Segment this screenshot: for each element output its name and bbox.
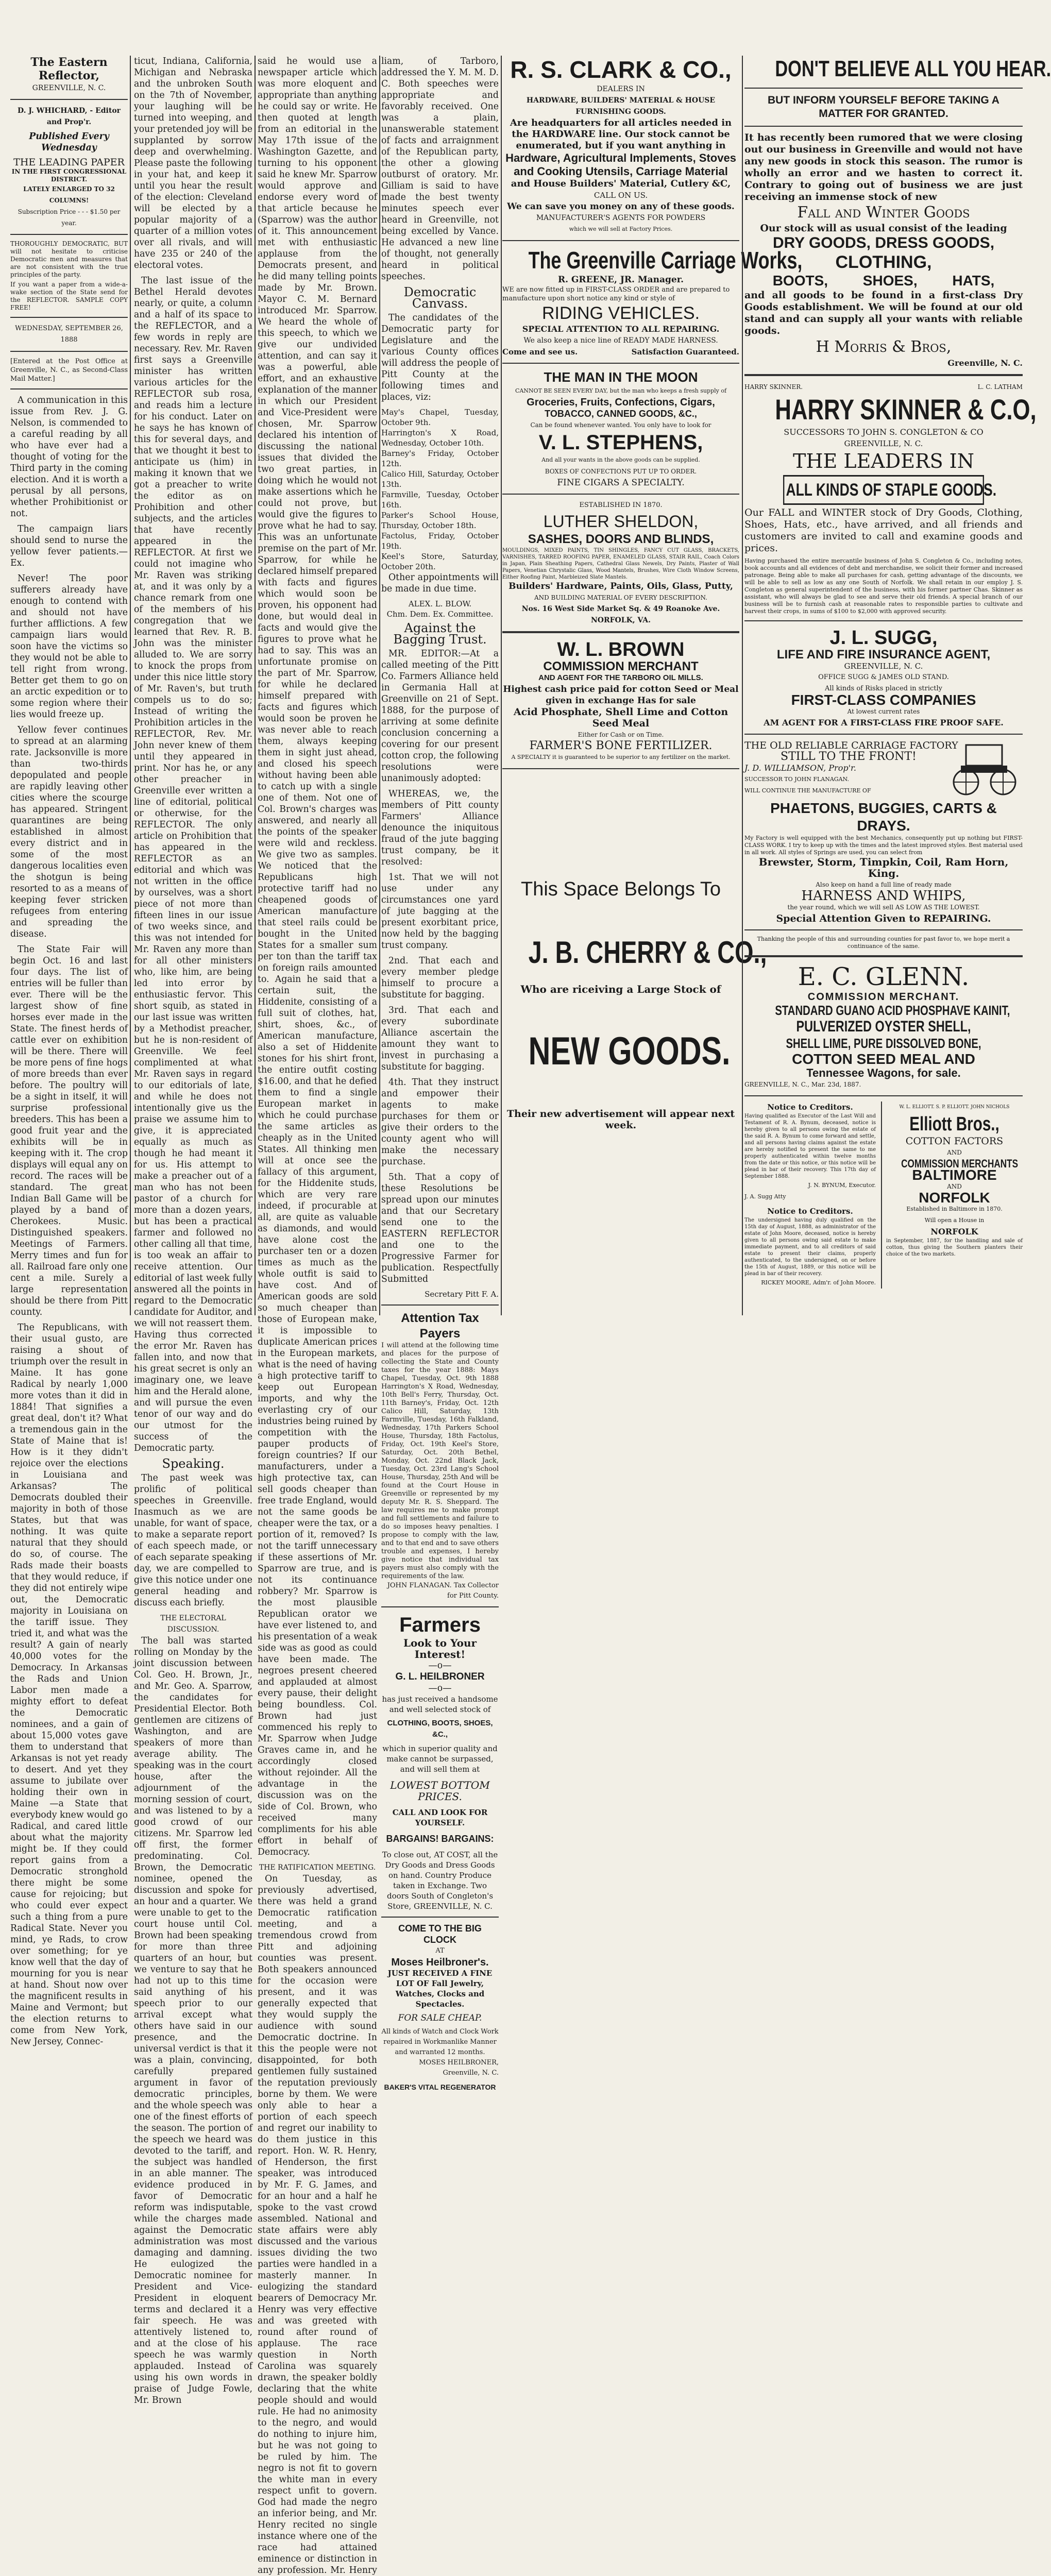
sugg-safe: AM AGENT FOR A FIRST-CLASS FIRE PROOF SAFE. [764, 718, 1004, 727]
elliott-text: in September, 1887, for the handling and sale of cotton, thus giving the Southern planters their choice of the two markets. [886, 1238, 1023, 1257]
fall-goods: Fall and Winter Goods [797, 204, 970, 222]
whips: HARNESS AND WHIPS, [801, 888, 966, 904]
tax-ad-signature: JOHN FLANAGAN. Tax Collector for Pitt County. [387, 1582, 499, 1600]
masthead-editor: D. J. WHICHARD, - Editor and Prop'r. [17, 107, 121, 126]
believe-title: DON'T BELIEVE ALL YOU HEAR. [775, 56, 1051, 81]
elliott-and: AND [947, 1149, 962, 1156]
clark-text: and House Builders' Material, Cutlery &C, [511, 178, 731, 189]
glenn-commission: COMMISSION MERCHANT. [807, 991, 960, 1003]
sheldon-building: AND BUILDING MATERIAL OF EVERY DESCRIPTION. [534, 594, 708, 601]
sugg-agent: LIFE AND FIRE INSURANCE AGENT, [776, 648, 991, 662]
farmers-subheading: Look to Your Interest! [403, 1637, 477, 1660]
notice-signature: J. N. BYNUM, Executor. [808, 1182, 876, 1189]
elliott-name: Elliott Bros., [909, 1113, 999, 1135]
cherry-next-week: Their new advertisement will appear next week. [506, 1108, 735, 1131]
moon-text: CANNOT BE SEEN EVERY DAY, but the man who keeps a fresh supply of [515, 387, 727, 394]
brown-agent: AND AGENT FOR THE TARBORO OIL MILLS. [538, 673, 703, 682]
regenerator-ad: BAKER'S VITAL REGENERATOR [384, 2083, 496, 2091]
stephens-cigars: FINE CIGARS A SPECIALTY. [557, 478, 685, 488]
tax-ad-title: Attention Tax Payers [401, 1311, 479, 1341]
morris-place: Greenville, N. C. [947, 358, 1023, 368]
clock-ad [381, 1923, 499, 2093]
signature-title: Chm. Dem. Ex. Committee. [386, 609, 494, 619]
sheldon-builders: Builders' Hardware, Paints, Oils, Glass, Putty, [508, 581, 733, 591]
clock-at: AT [435, 1947, 445, 1955]
carriage-footer [502, 346, 739, 358]
elliott-established: Established in Baltimore in 1870. [906, 1206, 1003, 1212]
usual-text: Our stock will as usual consist of the leading [760, 223, 1007, 234]
article-paragraph: ticut, Indiana, California, Michigan and Nebraska and the unbroken South on the 7th of November, your laughing will be turned into weeping, and your pretended joy will be supplanted by sorrow deep and overwhelming. Please paste the following in your hat, and keep it until you hear the result of the election: Cleveland will be elected by a popular majority of a quarter of a million votes over all rivals, and will have 235 or 240 of the electoral votes. [134, 56, 252, 270]
clark-call: CALL ON US. [594, 191, 648, 200]
sugg-ad [744, 626, 1023, 728]
clock-signature: MOSES HEILBRONER, Greenville, N. C. [419, 2059, 499, 2077]
rest-text: and all goods to be found in a first-class Dry Goods establishment. We will be found at our old stand and can supply all your wants with reliable goods. [744, 290, 1023, 336]
article-paragraph: The campaign liars should send to nurse the yellow fever patients.—Ex. [10, 524, 128, 568]
article-paragraph: Never! The poor sufferers already have enough to contend with and should not have further afflictions. A few campaign liars would soon have the victims so they would not be able to tell right from wrong. Better get them to go on an arctic expedition or to some region where their lies would freeze up. [10, 573, 128, 720]
column-2 [134, 56, 253, 2405]
heilbroner-goods: CLOTHING, BOOTS, SHOES, &C., [387, 1719, 493, 1739]
morris-name: H Morris & Bros, [816, 338, 952, 356]
clark-products: Hardware, Agricultural Implements, Stoves and Cooking Utensils, Carriage Material [505, 151, 736, 178]
section-heading: Against the Bagging Trust. [393, 621, 487, 647]
phaetons: PHAETONS, BUGGIES, CARTS & DRAYS. [770, 800, 997, 834]
brown-bone-text: A SPECIALTY it is guaranteed to be superior to any fertilizer on the market. [511, 754, 731, 760]
elliott-commission: COMMISSION MERCHANTS [901, 1157, 1019, 1170]
article-paragraph: The ball was started rolling on Monday by the joint discussion between Col. Geo. H. Brown, Jr., and Mr. Geo. A. Sparrow, the candidates for Presidential Elector. Both gentlemen are citizens of Washington, and are speakers of more than average ability. The speaking was in the court house, after the adjournment of the morning session of court, and was listened to by a good crowd of our citizens. Mr. Sparrow led off first, the former predominating. Col. Brown, the Democratic nominee, opened the discussion and spoke for an hour and a quarter. We were unable to get to the court house until Col. Brown had been speaking for more than three quarters of an hour, but we venture to say that he had not up to this time said anything of his speech prior to our arrival except what others have said in our presence, and the universal verdict is that it was a plain, convincing, carefully prepared argument in favor of democratic principles, and the whole speech was one of the finest efforts of the season. The portion of the speech we heard was devoted to the tariff, and the subject was handled in an able manner. The evidence produced in favor of Democratic reform was indisputable, while the charges made against the Democratic administration was most damaging and damning. He eulogized the Democratic nominee for President and Vice-President in eloquent terms and declared it a fair speech. He was attentively listened to, and at the close of his speech he was warmly applauded. Instead of using his own words in praise of Judge Fowle, Mr. Brown [134, 1636, 253, 2405]
glenn-line: COTTON SEED MEAL AND [792, 1051, 975, 1067]
cherry-receiving: Who are riceiving a Large Stock of [520, 983, 721, 995]
dry-goods: DRY GOODS, DRESS GOODS, [772, 234, 995, 251]
article-paragraph: The last issue of the Bethel Herald devotes nearly, or quite, a column and a half of its space to the REFLECTOR, and a few words in reply are necessary. Rev. Mr. Raven first says a Greenville minister has written various articles for the REFLECTOR sub rosa, and reads him a lecture for his conduct. Later on he says he has known of this for several days, and that we thought it best to anticipate us (him) in making it known that we got a preacher to write the editor as on Prohibition and other subjects, and the articles that have recently appeared in the REFLECTOR. At first we could not imagine who Mr. Raven was striking at, and it was only by a chance remark from one of the members of his congregation that we learned that Rev. R. B. John was the minister alluded to. We are sorry to knock the props from under this nice little story of Mr. Raven's, but truth compels us to do so; Instead of writing the Prohibition articles in the REFLECTOR, Rev. Mr. John never knew of them until they appeared in print. Nor has he, or any other preacher in Greenville ever written a line of editorial, political or otherwise, for the REFLECTOR. The only article on Prohibition that has appeared in the REFLECTOR as an editorial and which was not written in the office by ourselves, was a short piece of not more than fifteen lines in our issue of two weeks since, and this was not intended for Mr. Raven any more than for all other ministers who, like him, are being led into error by enthusiastic fervor. This short squib, as stated in our last issue was written by a Methodist preacher, but he is non-resident of Greenville. We feel complimented at what Mr. Raven says in regard to our editorials of late, and while he does not intentionally give us the praise we assume him to give, it is appreciated equally as much as though he had meant it for us. His attempt to make a preacher out of a man who has not been pastor of a church for more than a dozen years, but has been a practical farmer and followed no other calling all that time, is too weak an affair to receive attention. Our editorial of last week fully answered all the points in regard to the Democratic candidate for Auditor, and we will not reassert them. Having thus corrected the error Mr. Raven has fallen into, and now that his great secret is only an imaginary one, we leave him and the Herald alone, and will pursue the even tenor of our way and do our utmost for the success of the Democratic party. [134, 276, 252, 1453]
masthead-enlarged: LATELY ENLARGED TO 32 COLUMNS! [23, 185, 115, 204]
skinner-text: Having purchased the entire mercantile business of John S. Congleton & Co., including notes, book accounts and all evidences of debt and merchandise, we solicit their former and increased patronage. Being able to make all purchases for cash, getting advantage of the discounts, we will be able to sell as low as any one South of Norfolk. We shall retain in our employ J. S. Congleton as general superintendent of the business, with his former partner Chas. Skinner as assistant, who will always be glad to see and serve their old friends. A special branch of our business will be to furnish cash at reasonable rates to responsible parties to cultivate and harvest their crops, in sums of $100 to $2,000 with approved security. [744, 557, 1023, 615]
springs: Brewster, Storm, Timpkin, Coil, Ram Horn, King. [758, 856, 1009, 879]
sheldon-sashes: SASHES, DOORS AND BLINDS, [528, 532, 714, 546]
notice-heading: Notice to Creditors. [767, 1207, 853, 1216]
cherry-new-goods: NEW GOODS. [528, 1029, 731, 1073]
clark-line: HARDWARE, BUILDERS' MATERIAL & HOUSE FURNISHING GOODS. [526, 96, 716, 116]
come-text: Come and see us. [502, 347, 578, 357]
article-paragraph: WHEREAS, we, the members of Pitt county Farmers' Alliance denounce the iniquitous fraud of the jute bagging trust company, be it resolved: [381, 789, 499, 867]
elliott-ad [881, 1101, 1023, 1289]
masthead [10, 56, 128, 389]
notice-heading: Notice to Creditors. [767, 1103, 853, 1112]
heilbroner-call: CALL AND LOOK FOR YOURSELF. [392, 1808, 488, 1827]
clothing: CLOTHING, [835, 252, 932, 272]
skinner-name: HARRY SKINNER & C.O, [775, 393, 1037, 426]
resolution: 3rd. That each and every subordinate Alliance ascertain the amount they want to invest in purchasing a substitute for bagging. [381, 1005, 499, 1072]
clark-ad [502, 56, 739, 235]
stephens-ad [502, 369, 739, 488]
divider: —o— [428, 1683, 452, 1693]
sugg-name: J. L. SUGG, [829, 627, 938, 649]
masthead-published: Published Every Wednesday [29, 131, 109, 153]
reliable-title: THE OLD RELIABLE CARRIAGE FACTORY [744, 740, 958, 751]
clark-title: R. S. CLARK & CO., [510, 56, 732, 83]
masthead-title: The Eastern Reflector, [30, 56, 108, 82]
glenn-line: STANDARD GUANO ACID PHOSPHAVE KAINIT, [775, 1003, 1010, 1018]
carriage-manager: R. GREENE, JR. Manager. [557, 275, 684, 285]
buggy-icon [945, 740, 1023, 796]
clark-powder: MANUFACTURER'S AGENTS FOR POWDERS [536, 214, 706, 222]
clock-sale: FOR SALE CHEAP. [398, 2013, 482, 2023]
sheldon-address: Nos. 16 West Side Market Sq. & 49 Roanoke Ave. [521, 605, 720, 613]
signature: Secretary Pitt F. A. [425, 1290, 499, 1299]
article-paragraph: A communication in this issue from Rev. J. G. Nelson, is commended to a careful reading by all who have ever had a thought of voting for the Third party in the coming election. And it is worth a perusal by all persons, whether Prohibitionist or not. [10, 395, 128, 519]
canvass-date: Parker's School House, Thursday, October 18th. [381, 511, 499, 530]
williamson-name: J. D. WILLIAMSON, Prop'r. [744, 763, 856, 773]
tobacco: TOBACCO, CANNED GOODS, &C., [545, 409, 697, 419]
heilbroner-text: which in superior quality and make cannot be surpassed, and will sell them at [382, 1744, 498, 1774]
masthead-place: GREENVILLE, N. C. [32, 84, 106, 92]
stephens-text: And all your wants in the above goods can be supplied. [541, 456, 700, 463]
column-4 [381, 56, 499, 2091]
column-rule [742, 56, 743, 1315]
elliott-baltimore: BALTIMORE [912, 1167, 997, 1183]
masthead-district: IN THE FIRST CONGRESSIONAL DISTRICT. [11, 168, 127, 183]
skinner-text: Our FALL and WINTER stock of Dry Goods, Clothing, Shoes, Hats, etc., have arrived, and all friends and customers are invited to call and examine goods and prices. [744, 507, 1023, 554]
brown-either: Either for Cash or on Time. [578, 731, 664, 738]
carriage-text: WE are now fitted up in FIRST-CLASS ORDER and are prepared to manufacture upon short notice any kind or style of [502, 286, 730, 302]
article-paragraph: Yellow fever continues to spread at an alarming rate. Jacksonville is more than two-thirds depopulated and people are rapidly leaving other cities where the scourge has appeared. Stringent quarantines are being established in almost every district and in some of the most dangerous localities even the shotgun is being resorted to as a means of keeping fever stricken refugees from entering and spreading the disease. [10, 725, 128, 939]
resolution: 4th. That they instruct and empower their agents to make purchases for them or give their orders to the county agent who will make the necessary purchase. [381, 1077, 499, 1167]
notice-attorney: J. A. Sugg Atty [744, 1193, 786, 1200]
skinner-ad [744, 381, 1037, 615]
found-text: Can be found whenever wanted. You only have to look for [530, 421, 711, 429]
signature: ALEX. L. BLOW. [408, 599, 472, 608]
brown-highest: Highest cash price paid for cotton Seed or Meal given in exchange Has for sale [503, 684, 739, 706]
clock-heading: COME TO THE BIG CLOCK [398, 1923, 482, 1945]
sugg-office: OFFICE SUGG & JAMES OLD STAND. [818, 673, 949, 681]
moon-title: THE MAN IN THE MOON [544, 369, 698, 385]
notice-signature: RICKEY MOORE, Adm'r. of John Moore. [761, 1279, 876, 1286]
article-paragraph: liam, of Tarboro, addressed the Y. M. M. D. C. Both speeches were appropriate and favorably received. One was a plain, unanswerable statement of facts and arraignment of the Republican party, the other a glowing outburst of oratory. Mr. Gilliam is said to have made the best twenty minutes speech ever heard in Greenville, not being excelled by Vance. He advanced a new line of thought, not generally heard in political speeches. [381, 56, 499, 282]
rumor-text: It has recently been rumored that we were closing out our business in Greenville and would not have any new goods in stock this season. The rumor is wholly an error and we hasten to correct it. Contrary to going out of business we are just receiving an immense stock of new [744, 132, 1023, 202]
sheldon-name: LUTHER SHELDON, [543, 512, 699, 531]
resolution: 5th. That a copy of these Resolutions be spread upon our minutes and that our Secretary send one to the EASTERN REFLECTOR and one to the Progressive Farmer for publication. Respectfully Submitted [381, 1172, 499, 1284]
skinner-successors: SUCCESSORS TO JOHN S. CONGLETON & CO [784, 427, 984, 437]
stephens-name: V. L. STEPHENS, [538, 431, 703, 454]
masthead-entered: [Entered at the Post Office at Greenville, N. C., as Second-Class Mail Matter.] [10, 358, 128, 383]
brown-bone: FARMER'S BONE FERTILIZER. [529, 739, 713, 752]
cherry-space: This Space Belongs To [521, 878, 721, 900]
article-paragraph: Other appointments will be made in due time. [381, 572, 499, 594]
column-rule [501, 56, 502, 1315]
brown-ad [502, 638, 739, 763]
sheldon-products: MOULDINGS, MIXED PAINTS, TIN SHINGLES, FANCY CUT GLASS, BRACKETS, VARNISHES, TARRED ROOFING PAPER, ENAMELED GLASS, STAIR RAIL, Coach Colors in Japan, Plain Sheathing Papers, Cathedral Glass Newels, Dry Paints, Plaster of Wall Papers, Venetian Chrystalic Glass, Wood Mantels, Brushes, Wire Cloth Window Screens, Either Roofing Paint, Marbleized Slate Mantels. [502, 548, 739, 580]
canvass-dates [381, 407, 499, 572]
repairs: Special Attention Given to REPAIRING. [776, 913, 991, 924]
article-paragraph: On Tuesday, as previously advertised, there was held a grand Democratic ratification meeting, and a tremendous crowd from Pitt and adjoining counties was present. Both speakers announced for the occasion were present, and it was generally expected that they would supply the audience with sound Democratic doctrine. In this the people were not disappointed, for both gentlemen fully sustained the reputation previously borne by them. We were only able to hear a portion of each speech and regret our inability to do them justice in this report. Hon. W. R. Henry, of Henderson, the first speaker, was introduced by Mr. F. G. James, and for an hour and a half he spoke to the vast crowd assembled. National and state affairs were ably discussed and the various issues dividing the two parties were handled in a masterly manner. In eulogizing the standard bearers of Democracy Mr. Henry was very effective and was greeted with round after round of applause. The race question in North Carolina was squarely drawn, the speaker boldly declaring that the white people should and would rule. He had no animosity to the negro, and would do nothing to injure him, but he was not going to be ruled by him. The negro is not fit to govern the white man in every respect unfit to govern. God had made the negro an inferior being, and Mr. Henry recited no single instance where one of the race had attained eminence or distinction in any profession. Mr. Henry [258, 1874, 377, 2575]
masthead-leading: THE LEADING PAPER [13, 157, 125, 168]
article-paragraph: The Republicans, with their usual gusto, are raising a shout of triumph over the result in Maine. It has gone Radical by nearly 1,000 more votes than it did in 1884! That signifies a great deal, don't it? What a tremendous gain in the State of Maine that is! How is it they didn't rejoice over the elections in Louisiana and Arkansas? The Democrats doubled their majority in both of those States, but that was nothing. It was quite natural that they should do so, of course. The Rads made their boasts that they would reduce, if they did not entirely wipe out, the Democratic majority in Louisiana on the tariff issue. They tried it, and what was the result? A gain of nearly 40,000 votes for the Democracy. In Arkansas the Rads and Union Labor men made a mighty effort to defeat the Democratic nominees, and a gain of about 15,000 votes gave them to understand that Arkansas is not yet ready to desert. And yet they assume to jubilate over holding their own in Maine —a State that everybody knew would go Radical, and cared little about what the majority might be. If they could report gains from a Democratic stronghold there might be some cause for rejoicing; but who could ever expect such a thing from a pure Radical State. Never you mind, ye Rads, to crow over something; for ye know well that the day of mourning for you is near at hand. Shout now over the magnificent results in Maine and Vermont; but the election returns to come from New York, New Jersey, Connec- [10, 1323, 128, 2047]
resolution: 1st. That we will not use under any circumstances one yard of jute bagging at the present exorbitant price, now held by the bagging trust company. [381, 872, 499, 951]
elliott-and: AND [947, 1183, 962, 1190]
sheldon-established: ESTABLISHED IN 1870. [579, 501, 663, 509]
article-paragraph: The past week was prolific of political speeches in Greenville. Inasmuch as we are unable, for want of space, to make a separate report of each speech made, or of each separate speaking day, we are compelled to give this notice under one general heading and discuss each briefly. [134, 1473, 252, 1608]
article-paragraph: said he would use a newspaper article which was more eloquent and appropriate than anything he could say or write. He then quoted at length from an editorial in the May 17th issue of the Washington Gazette, and turning to his opponent said he knew Mr. Sparrow would approve and endorse every word of that article because he (Sparrow) was the author of it. This announcement met with enthusiastic applause from the Democrats present, and he did many telling points made by Mr. Brown. Mayor C. M. Bernard introduced Mr. Sparrow. We heard the whole of this speech, to which we give our undivided attention, and can say it was a powerful, able effort, and an exhaustive explanation of the manner in which our President and Vice-President were chosen, Mr. Sparrow declared his intention of discussing the national issues that divided the two great parties, in doing which he would not make assertions which he could not prove, but would give the figures to prove what he had to say. This was an unfortunate premise on the part of Mr. Sparrow, for while he declared himself prepared with facts and figures which would soon be proven, his opponent had done, but would deal in facts and would give the figures to prove what he had to say. This was an unfortunate promise on the part of Mr. Sparrow, for while he declared himself prepared with facts and figures which would soon be proven he was never able to reach them, always keeping them in sight just ahead, and closed his speech without having been able to catch up with a single one of them. Not one of Col. Brown's charges was answered, and nearly all the points of the speaker were wild and reckless. We give two as samples. We noticed that the Republicans high protective tariff had no cheapened goods of American manufacture that steel rails could be bought in the United States for a smaller sum per ton than the tariff tax on foreign rails amounted to. Again he said that a certain suit, the Hiddenite, consisting of a full suit of clothes, hat, shirt, shoes, &c., of American manufacture, also a set of Hiddenite stones for his shirt front, the entire outfit costing $16.00, and that he defied them to find a single European market in which he could purchase the same articles as cheaply as in the United States. All thinking men will at once see the fallacy of this argument, for the Hiddenite studs, which are very rare indeed, if procurable at all, are quite as valuable as diamonds, and would have alone cost the purchaser ten or a dozen times as much as the whole outfit is said to have cost. And of American goods are sold so much cheaper than those of European make, it is impossible to duplicate American prices in the European markets, what is the need of having a high protective tariff to keep out European imports, and why the everlasting cry of our industries being ruined by competition with the pauper products of foreign countries? If our manufacturers, under a high protective tax, can sell goods cheaper than free trade England, would not the same goods be cheaper were the tax, or a portion of it, removed? Is not the tariff unnecessary if these assertions of Mr. Sparrow are true, and is not its continuance robbery? Mr. Sparrow is the most plausible Republican orator we have ever listened to, and his presentation of a weak side was as good as could have been made. The negroes present cheered and applauded at almost every pause, their delight being boundless. Col. Brown had just commenced his reply to Mr. Sparrow when Judge Graves came in, and he accordingly closed without rejoinder. All the advantage in the discussion was on the side of Col. Brown, who received many compliments for his able effort in behalf of Democracy. [258, 56, 377, 1857]
glenn-date: GREENVILLE, N. C., Mar. 23d, 1887. [744, 1081, 861, 1088]
subheading: THE RATIFICATION MEETING. [259, 1863, 376, 1872]
section-heading: Democratic Canvass. [403, 285, 477, 311]
sugg-risks: All kinds of Risks placed in strictly [824, 685, 943, 692]
sheldon-norfolk: NORFOLK, VA. [590, 616, 651, 624]
masthead-democratic: THOROUGHLY DEMOCRATIC, BUT will not hesitate to criticise Democratic men and measures that are not consistent with the true principles of the party. [10, 240, 128, 278]
farmers-heading: Farmers [399, 1614, 481, 1636]
canvass-date: Calico Hill, Saturday, October 13th. [381, 469, 499, 489]
canvass-date: Harrington's X Road, Wednesday, October 10th. [381, 428, 499, 448]
bottom-ads [744, 1101, 1023, 1289]
glenn-line: PULVERIZED OYSTER SHELL, [796, 1018, 971, 1035]
williamson-continue: WILL CONTINUE THE MANUFACTURE OF [744, 787, 871, 794]
masthead-want: If you want a paper from a wide-a-wake section of the State send for the REFLECTOR. SAMPLE COPY FREE! [10, 281, 128, 311]
heilbroner-ad [381, 1613, 499, 1911]
column-rule [379, 56, 380, 1315]
still-front: STILL TO THE FRONT! [781, 750, 917, 763]
skinner-leaders: THE LEADERS IN [793, 450, 974, 472]
williamson-ad [744, 740, 1023, 950]
sheldon-ad [502, 500, 739, 626]
article-paragraph: The candidates of the Democratic party for Legislature and the various County offices will address the people of Pitt County at the following times and places, viz: [381, 313, 499, 402]
sugg-place: GREENVILLE, N. C. [844, 662, 923, 671]
divider: —o— [428, 1660, 452, 1671]
riding-vehicles: RIDING VEHICLES. [541, 303, 700, 323]
article-paragraph: MR. EDITOR:—At a called meeting of the Pitt Co. Farmers Alliance held in Germania Hall at Greenville on 21 of Sept. 1888, for the purpose of arriving at some definite conclusion concerning a covering for our present cotton crop, the following resolutions were unanimously adopted: [381, 649, 499, 784]
elliott-open: Will open a House in [924, 1217, 985, 1224]
sugg-rates: At lowest current rates [847, 708, 920, 715]
elliott-norfolk: NORFOLK [930, 1227, 978, 1236]
clock-text: JUST RECEIVED A FINE LOT OF Fall Jewelry, Watches, Clocks and Spectacles. [387, 1969, 493, 2009]
bargains-heading: BARGAINS! BARGAINS: [386, 1834, 494, 1844]
skinner-partner: HARRY SKINNER. [744, 383, 803, 391]
column-6 [744, 56, 1051, 1315]
column-rule [255, 56, 256, 1315]
tax-ad-body: I will attend at the following time and places for the purpose of collecting the State and County taxes for the year 1888: Mays Chapel, Tuesday, Oct. 9th 1888 Harrington's X Road, Wednesday, 10th Bell's Ferry, Thursday, Oct. 11th Barney's, Friday, Oct. 12th Calico Hill, Saturday, 13th Farmville, Tuesday, 16th Falkland, Wednesday, 17th Parkers School House, Thursday, 18th Factolus, Friday, Oct. 19th Keel's Store, Saturday, Oct. 20th Bethel, Monday, Oct. 22nd Black Jack, Tuesday, Oct. 23rd Lang's School House, Thursday, 25th And will be found at the Court House in Greenville or represented by my deputy Mr. R. S. Sheppard. The law requires me to make prompt and full settlements and failure to do so imposes heavy penalties. I propose to comply with the law, and to that end and to save others trouble and expenses, I hereby give notice that individual tax payers must also comply with the requirements of the law. [381, 1342, 499, 1580]
masthead-price: Subscription Price - - - $1.50 per year. [18, 208, 121, 227]
elliott-cotton: COTTON FACTORS [905, 1136, 1004, 1147]
keep-text: Also keep on hand a full line of ready made [816, 881, 952, 888]
glenn-line: Tennessee Wagons, for sale. [806, 1066, 961, 1079]
skinner-place: GREENVILLE, N. C. [844, 439, 923, 448]
brown-name: W. L. BROWN [557, 639, 685, 660]
canvass-date: Keel's Store, Saturday, October 20th. [381, 552, 499, 571]
issue-date: WEDNESDAY, SEPTEMBER 26, 1888 [15, 325, 123, 344]
canvass-date: Barney's Friday, October 12th. [381, 449, 499, 468]
heilbroner-name: G. L. HEILBRONER [395, 1671, 485, 1682]
notice-text: The undersigned having duly qualified on the 15th day of August, 1888, as administrator of the estate of John Moore, deceased, notice is hereby given to all persons owing said estate to make immediate payment, and to all creditors of said estate to present their claims, properly authenticated, to the undersigned, on or before the 15th of August, 1889, or this notice will be plead in bar of their recovery. [744, 1217, 876, 1277]
clock-name: Moses Heilbroner's. [391, 1957, 489, 1968]
creditor-notices [744, 1101, 876, 1289]
inform-text: BUT INFORM YOURSELF BEFORE TAKING A MATTER FOR GRANTED. [768, 94, 999, 120]
repairing: SPECIAL ATTENTION TO ALL REPAIRING. [522, 324, 720, 334]
heilbroner-prices: LOWEST BOTTOM PRICES. [390, 1779, 490, 1803]
subheading: THE ELECTORAL DISCUSSION. [160, 1614, 226, 1634]
brown-commission: COMMISSION MERCHANT [543, 659, 699, 673]
elliott-norfolk: NORFOLK [919, 1190, 990, 1206]
skinner-partners [744, 381, 1023, 393]
sugg-first-class: FIRST-CLASS COMPANIES [791, 692, 976, 708]
carriage-title: The Greenville Carriage Works, [528, 247, 803, 274]
canvass-date: Factolus, Friday, October 19th. [381, 531, 499, 551]
cherry-name: J. B. CHERRY & CO., [528, 935, 767, 970]
clark-save: We can save you money on any of these goods. [507, 201, 735, 212]
glenn-ad [744, 962, 1023, 1090]
section-heading: Speaking. [162, 1456, 225, 1471]
clark-which: which we will sell at Factory Prices. [569, 226, 673, 232]
satisfaction-text: Satisfaction Guaranteed. [631, 347, 739, 357]
tax-ad [381, 1311, 499, 1601]
notice-text: Having qualified as Executor of the Last Will and Testament of R. A. Bynum, deceased, notice is hereby given to all persons owing the estate of the said R. A. Bynum to come forward and settle, and all persons having claims against the estate are hereby notified to present the same to me properly authenticated within twelve months from the date or this notice, or this notice will be plead in bar of their recovery. This 17th day of September 1888. [744, 1113, 876, 1179]
canvass-date: May's Chapel, Tuesday, October 9th. [381, 408, 499, 427]
lowest-text: the year round, which we will sell AS LOW AS THE LOWEST. [787, 904, 980, 911]
column-3 [258, 56, 377, 2575]
morris-ad [744, 56, 1051, 369]
resolution: 2nd. That each and every member pledge himself to procure a substitute for bagging. [381, 956, 499, 1000]
column-1 [10, 56, 128, 2047]
elliott-names: W. L. ELLIOTT. S. P. ELLIOTT. JOHN NICHOLS [899, 1105, 1010, 1110]
factory-text: My Factory is well equipped with the best Mechanics, consequently put up nothing but FIRST-CLASS WORK. I try to keep up with the times and the latest improved styles. Best material used in all work. All styles of Springs are used, you can select from [744, 835, 1023, 856]
glenn-name: E. C. GLENN. [798, 962, 970, 991]
clark-dealers: DEALERS IN [597, 85, 645, 93]
skinner-staple: ALL KINDS OF STAPLE GOODS. [783, 475, 984, 505]
groceries: Groceries, Fruits, Confections, Cigars, [527, 397, 715, 408]
harness: We also keep a nice line of READY MADE HARNESS. [523, 336, 718, 345]
bargains-text: To close out, AT COST, all the Dry Goods and Dress Goods on hand. Country Produce taken in Exchange. Two doors South of Congleton's Store, GREENVILLE, N. C. [382, 1850, 498, 1911]
article-paragraph: The State Fair will begin Oct. 16 and last four days. The list of entries will be fuller than ever. There will be the largest show of fine horses ever made in the State. The finest herds of cattle ever on exhibition will be there. There will be more pens of fine hogs of more breeds than ever before. The poultry will be a sight in itself, it will surprise professional breeders. This has been a good fruit year and the exhibits will be in keeping with it. The crop displays will equal any on record. The races will be standard. The great Indian Ball Game will be played by a band of Cherokees. Music. Distinguished speakers. Meetings of Farmers. Merry times and fun for all. Railroad fare only one cent a mile. Surely a large representation should be there from Pitt county. [10, 944, 128, 1317]
cherry-ad [502, 774, 767, 1131]
boots: BOOTS, SHOES, HATS, [772, 273, 995, 289]
clock-text: All kinds of Watch and Clock Work repaired in Workmanlike Manner and warranted 12 months. [381, 2028, 499, 2056]
clark-text: Are headquarters for all articles needed in the HARDWARE line. Our stock cannot be enumerated, but if you want anything in [510, 117, 732, 151]
glenn-line: SHELL LIME, PURE DISSOLVED BONE, [786, 1036, 981, 1051]
canvass-date: Farmville, Tuesday, October 16th. [381, 490, 499, 510]
carriage-works-ad [502, 246, 803, 358]
column-rule [130, 56, 131, 1315]
stephens-boxes: BOXES OF CONFECTIONS PUT UP TO ORDER. [545, 468, 697, 475]
thanks-text: Thanking the people of this and surrounding counties for past favor to, we hope merit a continuance of the same. [757, 936, 1010, 950]
heilbroner-text: has just received a handsome and well selected stock of [382, 1694, 498, 1714]
williamson-successor: SUCCESSOR TO JOHN FLANAGAN. [744, 776, 849, 783]
skinner-partner: L. C. LATHAM [977, 383, 1023, 391]
brown-acid: Acid Phosphate, Shell Lime and Cotton Seed Meal [513, 706, 728, 729]
